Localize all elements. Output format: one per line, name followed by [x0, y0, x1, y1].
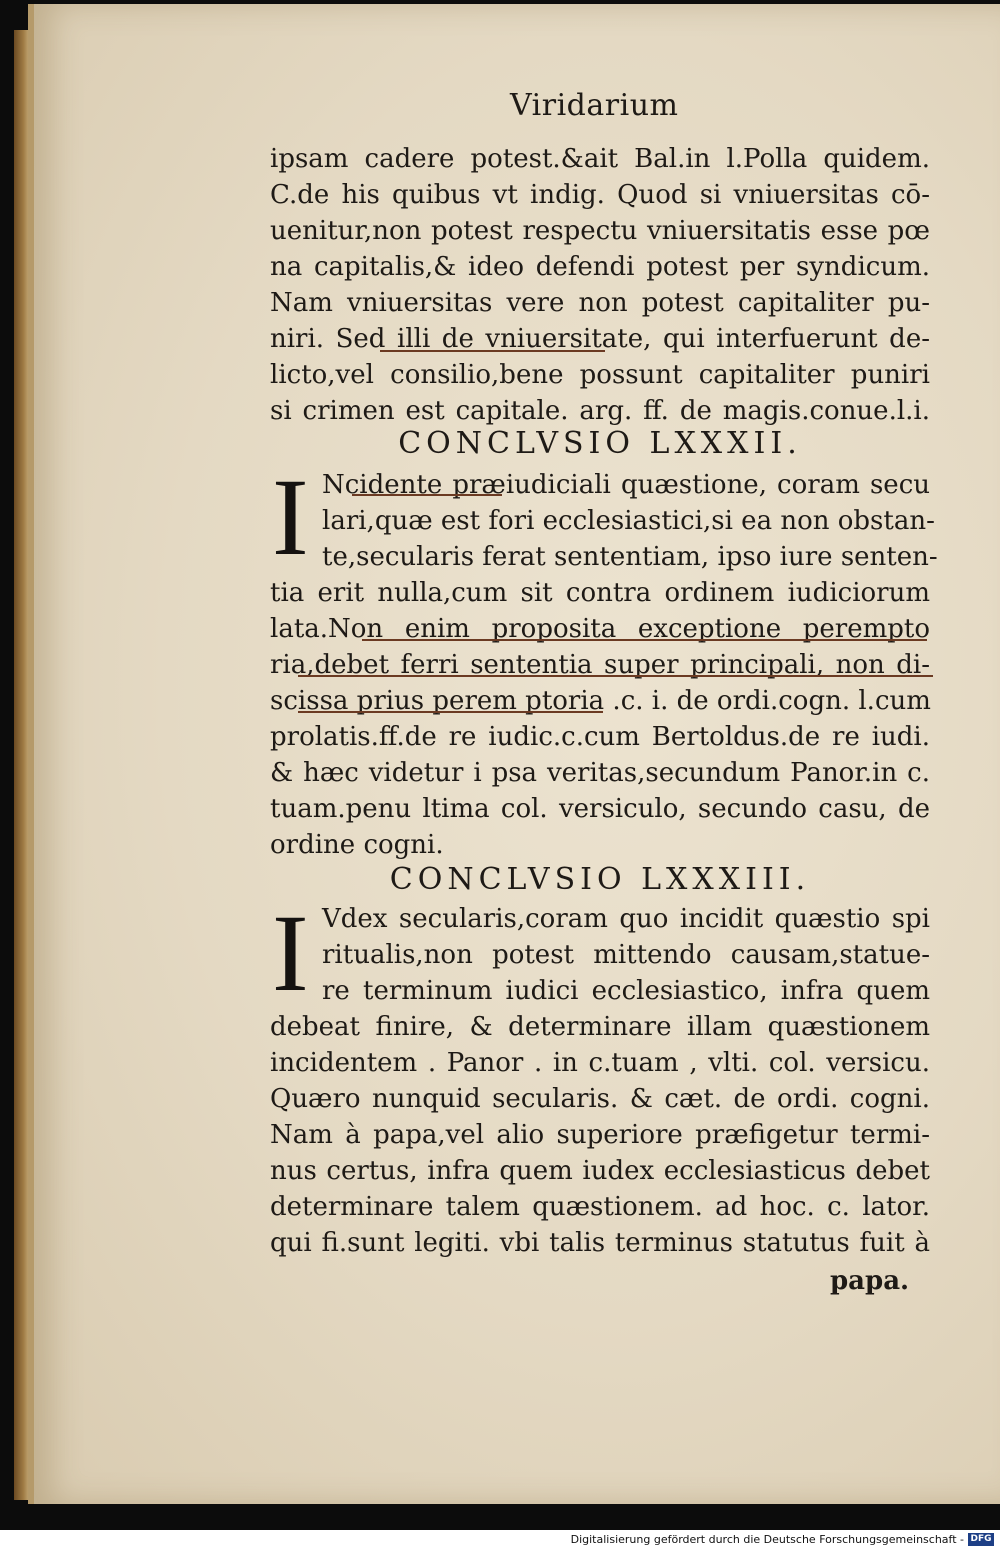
conclusio-83-line: Vdex secularis,coram quo incidit quæstio spi: [322, 904, 930, 934]
body-line: Nam vniuersitas vere non potest capitaliter pu-: [270, 288, 930, 318]
ink-underline: [298, 711, 603, 713]
conclusio-82-line: & hæc videtur i psa veritas,secundum Panor.in c.: [270, 758, 930, 788]
conclusio-83-line: debeat finire, & determinare illam quæstionem: [270, 1012, 930, 1042]
dropcap-initial: I: [272, 456, 309, 578]
conclusio-83-line: incidentem . Panor . in c.tuam , vlti. col. versicu.: [270, 1048, 930, 1078]
conclusio-83-line: nus certus, infra quem iudex ecclesiasticus debet: [270, 1156, 930, 1186]
conclusio-83-line: qui fi.sunt legiti. vbi talis terminus statutus fuit à: [270, 1228, 930, 1258]
conclusio-82-line: scissa prius perem ptoria .c. i. de ordi.cogn. l.cum: [270, 686, 931, 716]
conclusio-82-line: lari,quæ est fori ecclesiastici,si ea non obstan-: [322, 506, 935, 536]
body-line: si crimen est capitale. arg. ff. de magis.conue.l.i.: [270, 396, 930, 426]
dropcap-initial: I: [272, 892, 309, 1014]
conclusio-83-line: ritualis,non potest mittendo causam,statue-: [322, 940, 930, 970]
conclusio-82-line: ria,debet ferri sententia super principali, non di-: [270, 650, 930, 680]
conclusio-83-line: re terminum iudici ecclesiastico, infra quem: [322, 976, 930, 1006]
conclusio-82-line: tuam.penu ltima col. versiculo, secundo casu, de: [270, 794, 930, 824]
conclusio-82-line: tia erit nulla,cum sit contra ordinem iudiciorum: [270, 578, 930, 608]
ink-underline: [298, 675, 933, 677]
conclusio-83-line: Quæro nunquid secularis. & cæt. de ordi. cogni.: [270, 1084, 930, 1114]
dfg-logo-icon: DFG: [968, 1533, 994, 1546]
catchword: papa.: [830, 1266, 910, 1296]
body-line: licto,vel consilio,bene possunt capitaliter puniri: [270, 360, 930, 390]
body-line: niri. Sed illi de vniuersitate, qui interfuerunt de-: [270, 324, 930, 354]
ink-underline: [380, 350, 605, 352]
conclusio-82-heading: CONCLVSIO LXXXII.: [398, 426, 802, 461]
conclusio-83-line: determinare talem quæstionem. ad hoc. c. lator.: [270, 1192, 930, 1222]
conclusio-82-line: te,secularis ferat sententiam, ipso iure senten-: [322, 542, 938, 572]
ink-underline: [362, 639, 927, 641]
running-head: Viridarium: [510, 88, 679, 123]
conclusio-82-line: lata.Non enim proposita exceptione perempto: [270, 614, 930, 644]
conclusio-82-line: ordine cogni.: [270, 830, 444, 860]
body-line: ipsam cadere potest.&ait Bal.in l.Polla quidem.: [270, 144, 930, 174]
ink-underline: [352, 494, 502, 496]
conclusio-82-line: Ncidente præiudiciali quæstione, coram secu: [322, 470, 930, 500]
digitization-footer: [0, 1530, 1000, 1550]
conclusio-83-line: Nam à papa,vel alio superiore præfigetur termi-: [270, 1120, 930, 1150]
body-line: C.de his quibus vt indig. Quod si vniuersitas cō-: [270, 180, 930, 210]
conclusio-82-line: prolatis.ff.de re iudic.c.cum Bertoldus.de re iudi.: [270, 722, 930, 752]
conclusio-83-heading: CONCLVSIO LXXXIII.: [389, 862, 811, 897]
body-line: na capitalis,& ideo defendi potest per syndicum.: [270, 252, 930, 282]
footer-credit: Digitalisierung gefördert durch die Deutsche Forschungsgemeinschaft -: [570, 1533, 964, 1546]
body-line: uenitur,non potest respectu vniuersitatis esse pœ: [270, 216, 930, 246]
